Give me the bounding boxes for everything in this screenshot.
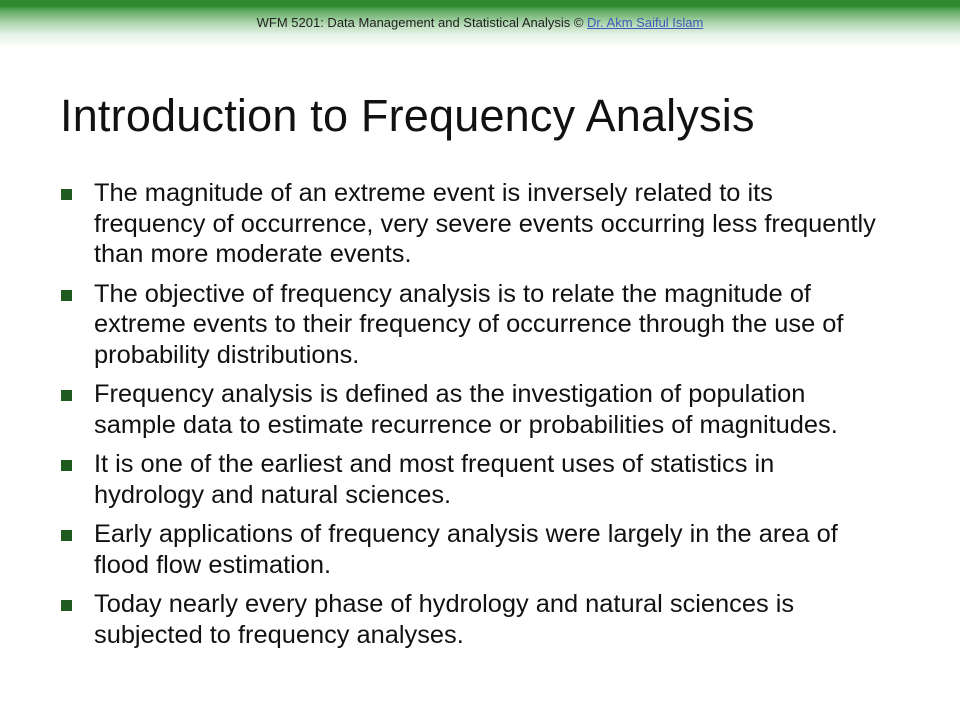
- square-bullet-icon: [61, 189, 72, 200]
- list-item: [60, 519, 880, 580]
- bullet-text: The objective of frequency analysis is to relate the magnitude of extreme events to their frequency of occurrence through the use of probability distributions.: [94, 279, 844, 369]
- slide-title: Introduction to Frequency Analysis: [60, 90, 755, 141]
- course-header-text: WFM 5201: Data Management and Statistical Analysis ©: [256, 15, 588, 30]
- bullet-text: Early applications of frequency analysis were largely in the area of flood flow estimation.: [94, 520, 838, 579]
- square-bullet-icon: [61, 290, 72, 301]
- list-item: [60, 178, 880, 270]
- square-bullet-icon: [61, 460, 72, 471]
- bullet-text: The magnitude of an extreme event is inversely related to its frequency of occurrence, very severe events occurring less frequently than more moderate events.: [94, 179, 876, 268]
- square-bullet-icon: [61, 600, 72, 611]
- course-header: [0, 15, 960, 30]
- author-link[interactable]: Dr. Akm Saiful Islam: [587, 15, 704, 30]
- list-item: [60, 379, 880, 440]
- list-item: [60, 279, 880, 371]
- bullet-list: [60, 178, 880, 659]
- square-bullet-icon: [61, 530, 72, 541]
- list-item: [60, 449, 880, 510]
- bullet-text: Frequency analysis is defined as the investigation of population sample data to estimate recurrence or probabilities of magnitudes.: [94, 380, 838, 439]
- bullet-text: Today nearly every phase of hydrology and natural sciences is subjected to frequency analyses.: [94, 590, 795, 649]
- list-item: [60, 589, 880, 650]
- square-bullet-icon: [61, 390, 72, 401]
- bullet-text: It is one of the earliest and most frequent uses of statistics in hydrology and natural sciences.: [94, 450, 775, 509]
